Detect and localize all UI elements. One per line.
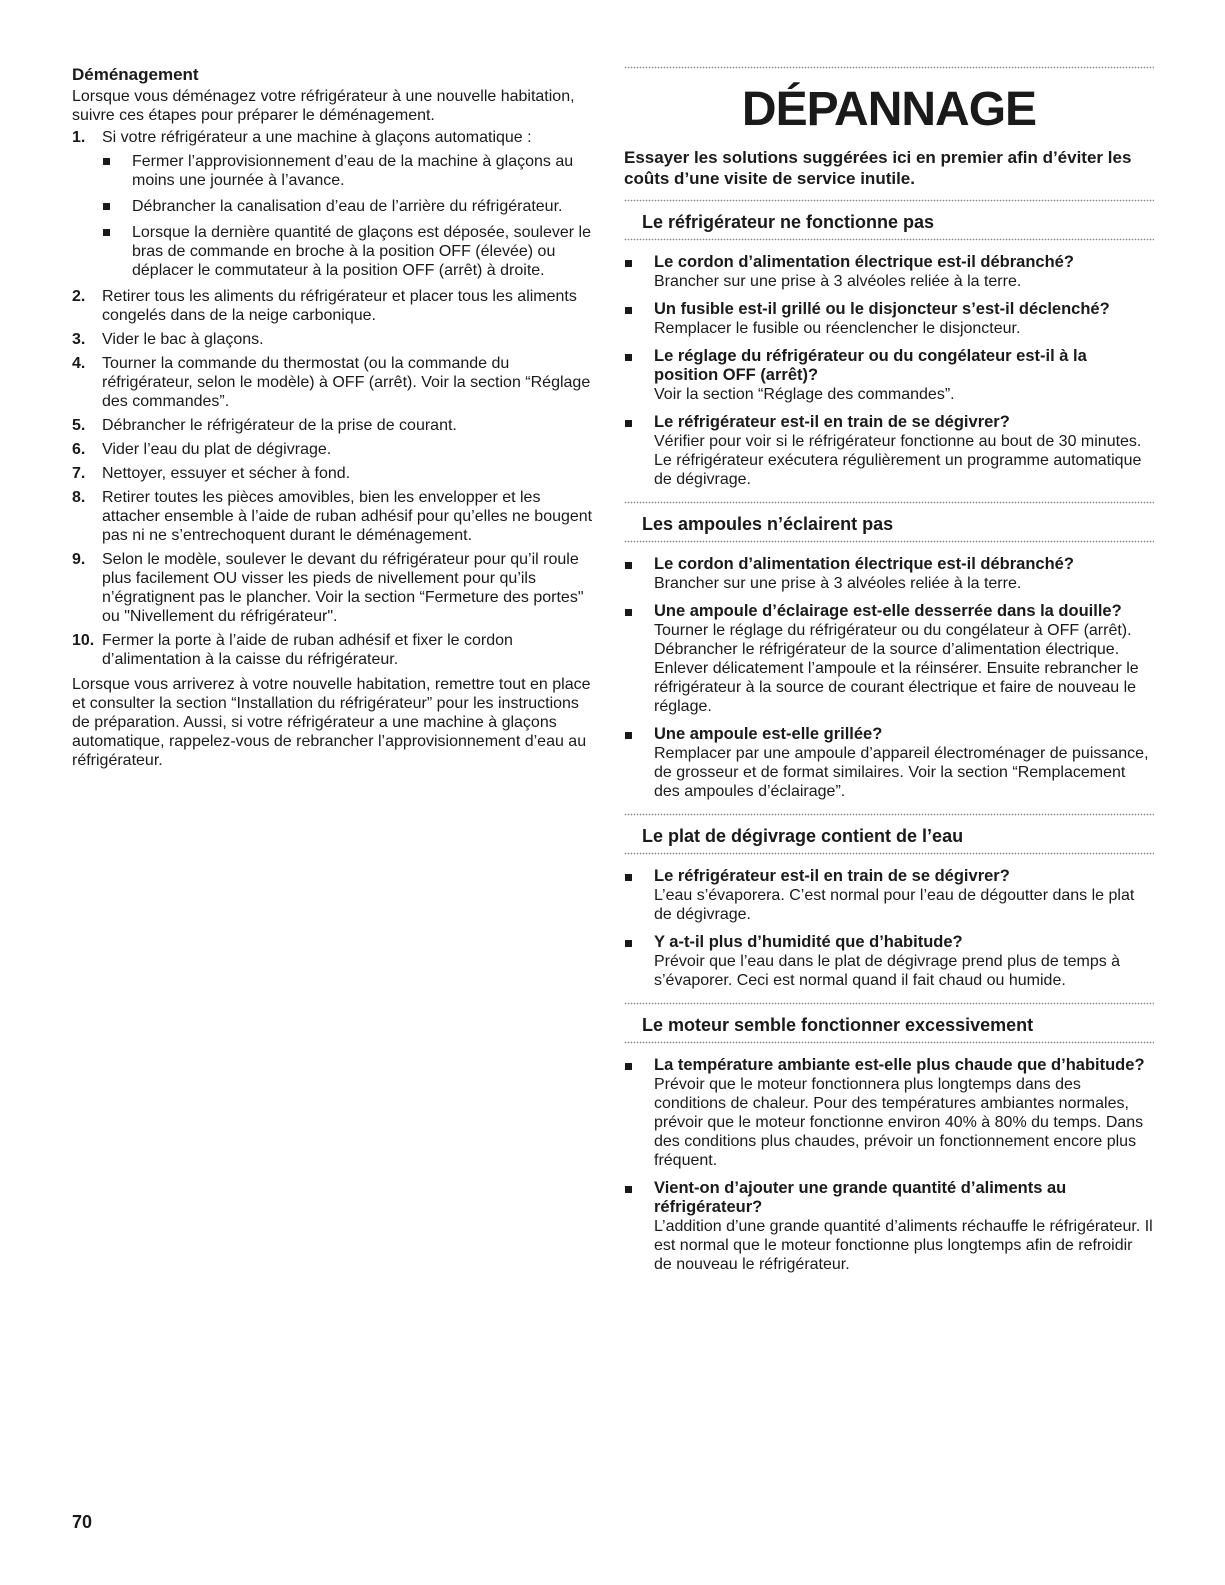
problem-item <box>624 253 1154 291</box>
step-item <box>72 128 594 280</box>
problem-solution: Prévoir que l’eau dans le plat de dégivrage prend plus de temps à s’évaporer. Ceci est normal quand il fait chaud ou humide. <box>654 953 1121 989</box>
problem-item <box>624 300 1154 338</box>
sub-step-item: Lorsque la dernière quantité de glaçons est déposée, soulever le bras de commande en broche à la position OFF (élevée) ou déplacer le commutateur à la position OFF (arrêt) à droite. <box>102 223 594 280</box>
page-title: DÉPANNAGE <box>741 83 1037 136</box>
problem-list <box>624 555 1154 801</box>
step-number: 5. <box>72 417 86 434</box>
problem-question: Le réfrigérateur est-il en train de se dégivrer? <box>654 413 1010 431</box>
step-item <box>72 464 594 483</box>
demenagement-outro: Lorsque vous arriverez à votre nouvelle habitation, remettre tout en place et consulter la section “Installation du réfrigérateur” pour les instructions de préparation. Aussi, si votre réfrigérateur a une machine à glaçons automatique, rappelez-vous de rebrancher l’approvisionnement d’eau au réfrigérateur. <box>72 676 591 769</box>
step-text: Tourner la commande du thermostat (ou la commande du réfrigérateur, selon le modèle) à OFF (arrêt). Voir la section “Réglage des commandes”. <box>102 355 591 410</box>
troubleshooting-intro: Essayer les solutions suggérées ici en premier afin d’éviter les coûts d’une visite de service inutile. <box>624 148 1132 188</box>
problem-item <box>624 867 1154 924</box>
problem-list <box>624 867 1154 990</box>
divider <box>624 540 1154 543</box>
problem-item <box>624 1056 1154 1170</box>
problem-solution: L’addition d’une grande quantité d’aliments réchauffe le réfrigérateur. Il est normal que le moteur fonctionne plus longtemps afin de refroidir de nouveau le réfrigérateur. <box>654 1218 1153 1273</box>
problem-question: Le réfrigérateur est-il en train de se dégivrer? <box>654 867 1010 885</box>
step-item <box>72 488 594 545</box>
problem-question: Une ampoule est-elle grillée? <box>654 725 883 743</box>
step-text: Retirer toutes les pièces amovibles, bien les envelopper et les attacher ensemble à l’aide de ruban adhésif pour qu’elles ne bougent pas ni ne s’entrechoquent durant le déménagement. <box>102 489 593 544</box>
step-item <box>72 631 594 669</box>
problem-question: La température ambiante est-elle plus chaude que d’habitude? <box>654 1056 1145 1074</box>
problem-question: Le réglage du réfrigérateur ou du congélateur est-il à la position OFF (arrêt)? <box>654 347 1087 384</box>
problem-item <box>624 725 1154 801</box>
troubleshooting-section <box>624 199 1154 489</box>
problem-question: Une ampoule d’éclairage est-elle desserrée dans la douille? <box>654 602 1122 620</box>
step-text: Vider le bac à glaçons. <box>102 331 264 348</box>
problem-solution: Vérifier pour voir si le réfrigérateur fonctionne au bout de 30 minutes. Le réfrigérateur exécutera régulièrement un programme automatique de dégivrage. <box>654 433 1142 488</box>
step-number: 2. <box>72 288 86 305</box>
troubleshooting-section <box>624 1002 1154 1274</box>
sub-step-item: Débrancher la canalisation d’eau de l’arrière du réfrigérateur. <box>102 197 594 216</box>
step-item <box>72 330 594 349</box>
troubleshooting-sections <box>624 199 1154 1274</box>
problem-solution: Voir la section “Réglage des commandes”. <box>654 386 955 403</box>
problem-solution: Prévoir que le moteur fonctionnera plus longtemps dans des conditions de chaleur. Pour des températures ambiantes normales, prévoir que le moteur fonctionne environ 40% à 80% du temps. Dans des conditions plus chaudes, prévoir un fonctionnement encore plus fréquent. <box>654 1076 1144 1169</box>
problem-solution: Brancher sur une prise à 3 alvéoles reliée à la terre. <box>654 273 1022 290</box>
step-text: Si votre réfrigérateur a une machine à glaçons automatique : <box>102 129 532 146</box>
problem-question: Le cordon d’alimentation électrique est-il débranché? <box>654 555 1074 573</box>
step-text: Selon le modèle, soulever le devant du réfrigérateur pour qu’il roule plus facilement OU visser les pieds de nivellement pour qu’ils n’égratignent pas le plancher. Voir la section “Fermeture des portes" ou "Nivellement du réfrigérateur". <box>102 551 584 625</box>
step-text: Retirer tous les aliments du réfrigérateur et placer tous les aliments congelés dans de la neige carbonique. <box>102 288 577 324</box>
step-number: 7. <box>72 465 86 482</box>
divider <box>624 852 1154 855</box>
troubleshooting-section <box>624 813 1154 990</box>
step-item <box>72 440 594 459</box>
step-text: Débrancher le réfrigérateur de la prise de courant. <box>102 417 457 434</box>
problem-solution: Brancher sur une prise à 3 alvéoles reliée à la terre. <box>654 575 1022 592</box>
step-number: 6. <box>72 441 86 458</box>
problem-item <box>624 555 1154 593</box>
divider <box>624 1041 1154 1044</box>
problem-solution: Remplacer par une ampoule d’appareil électroménager de puissance, de grosseur et de format similaires. Voir la section “Remplacement des ampoules d’éclairage”. <box>654 745 1149 800</box>
step-number: 9. <box>72 551 86 568</box>
step-number: 8. <box>72 489 86 506</box>
problem-item <box>624 933 1154 990</box>
divider <box>624 66 1154 69</box>
problem-solution: Tourner le réglage du réfrigérateur ou du congélateur à OFF (arrêt). Débrancher le réfrigérateur de la source d’alimentation électrique. Enlever délicatement l’ampoule et la réinsérer. Ensuite rebrancher le réfrigérateur à la source de courant électrique et faire de nouveau le réglage. <box>654 622 1139 715</box>
problem-question: Y a-t-il plus d’humidité que d’habitude? <box>654 933 963 951</box>
section-heading: Les ampoules n’éclairent pas <box>642 514 894 534</box>
left-column <box>72 64 594 770</box>
step-item <box>72 416 594 435</box>
problem-item <box>624 413 1154 489</box>
problem-question: Un fusible est-il grillé ou le disjoncteur s’est-il déclenché? <box>654 300 1110 318</box>
problem-list <box>624 1056 1154 1274</box>
step-item <box>72 287 594 325</box>
problem-item <box>624 602 1154 716</box>
problem-item <box>624 1179 1154 1274</box>
section-title-demenagement: Déménagement <box>72 65 199 84</box>
problem-solution: L’eau s’évaporera. C’est normal pour l’eau de dégoutter dans le plat de dégivrage. <box>654 887 1135 923</box>
step-text: Fermer la porte à l’aide de ruban adhésif et fixer le cordon d’alimentation à la caisse du réfrigérateur. <box>102 632 513 668</box>
step-item <box>72 354 594 411</box>
troubleshooting-section <box>624 501 1154 801</box>
step-text: Vider l’eau du plat de dégivrage. <box>102 441 332 458</box>
demenagement-intro: Lorsque vous déménagez votre réfrigérateur à une nouvelle habitation, suivre ces étapes pour préparer le déménagement. <box>72 88 575 124</box>
section-heading: Le moteur semble fonctionner excessivement <box>642 1015 1034 1035</box>
problem-list <box>624 253 1154 489</box>
step-item <box>72 550 594 626</box>
problem-question: Vient-on d’ajouter une grande quantité d’aliments au réfrigérateur? <box>654 1179 1067 1216</box>
sub-steps-list <box>102 152 594 280</box>
page-number: 70 <box>72 1512 93 1532</box>
step-number: 3. <box>72 331 86 348</box>
problem-question: Le cordon d’alimentation électrique est-il débranché? <box>654 253 1074 271</box>
divider <box>624 238 1154 241</box>
moving-steps-list <box>72 128 594 669</box>
sub-step-item: Fermer l’approvisionnement d’eau de la machine à glaçons au moins une journée à l’avance. <box>102 152 594 190</box>
problem-solution: Remplacer le fusible ou réenclencher le disjoncteur. <box>654 320 1021 337</box>
step-text: Nettoyer, essuyer et sécher à fond. <box>102 465 351 482</box>
step-number: 10. <box>72 632 95 649</box>
step-number: 1. <box>72 129 86 146</box>
right-column <box>624 66 1154 1286</box>
problem-item <box>624 347 1154 404</box>
section-heading: Le réfrigérateur ne fonctionne pas <box>642 212 935 232</box>
step-number: 4. <box>72 355 86 372</box>
section-heading: Le plat de dégivrage contient de l’eau <box>642 826 964 846</box>
